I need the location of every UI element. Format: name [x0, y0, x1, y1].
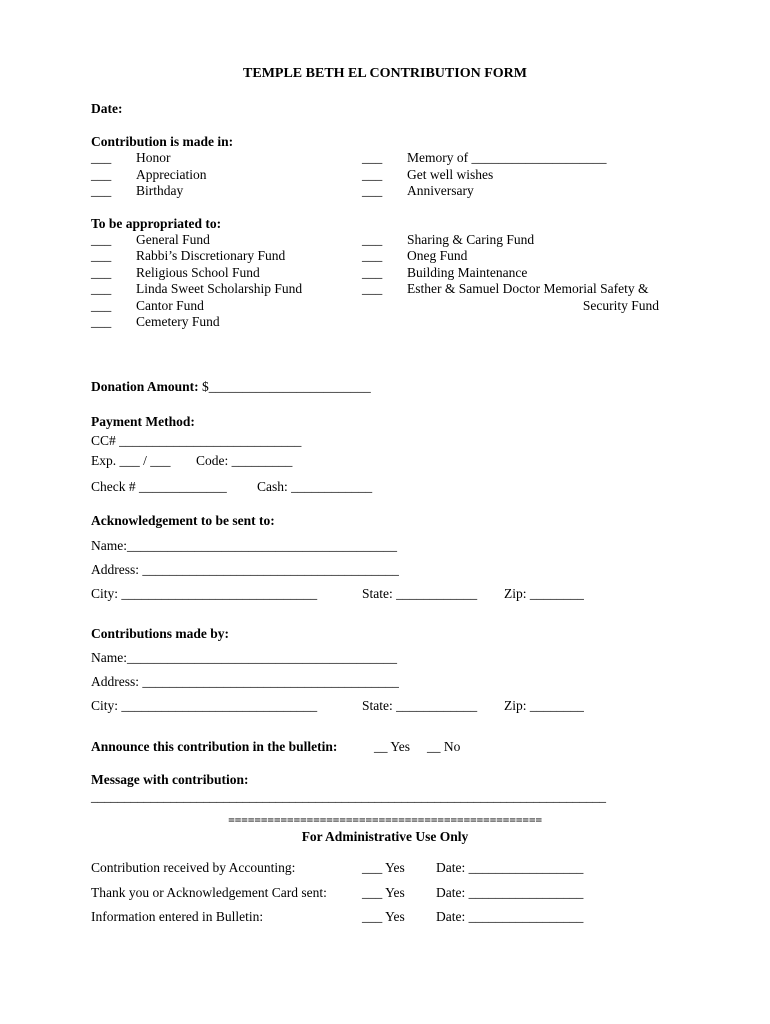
fund-option: Sharing & Caring Fund [407, 232, 535, 247]
admin-row-label: Information entered in Bulletin: [91, 909, 264, 924]
admin-row-label: Contribution received by Accounting: [91, 860, 296, 875]
contribution-in-option: Anniversary [407, 183, 474, 198]
contribution-in-option: Get well wishes [407, 167, 494, 182]
fund-option: Cantor Fund [136, 298, 204, 313]
bulletin-question: Announce this contribution in the bulletin: [91, 739, 338, 754]
payment-heading: Payment Method: [91, 414, 195, 429]
admin-row-date[interactable]: Date: _________________ [436, 885, 584, 900]
admin-separator: ================================================ [228, 813, 542, 827]
fund-blank[interactable]: ___ [91, 248, 112, 263]
fund-blank[interactable]: ___ [362, 248, 383, 263]
fund-blank[interactable]: ___ [91, 298, 112, 313]
contribution-in-blank[interactable]: ___ [362, 183, 383, 198]
contribution-in-blank[interactable]: ___ [91, 183, 112, 198]
ack-zip-field[interactable]: Zip: ________ [504, 586, 584, 601]
admin-heading: For Administrative Use Only [301, 829, 469, 844]
page-title: TEMPLE BETH EL CONTRIBUTION FORM [243, 66, 527, 81]
fund-blank[interactable]: ___ [91, 314, 112, 329]
by-city-field[interactable]: City: _____________________________ [91, 698, 318, 713]
ack-name-field[interactable]: Name:________________________________________ [91, 538, 397, 553]
fund-option: General Fund [136, 232, 210, 247]
fund-blank[interactable]: ___ [362, 265, 383, 280]
by-address-field[interactable]: Address: ______________________________________ [91, 674, 399, 689]
admin-row-date[interactable]: Date: _________________ [436, 860, 584, 875]
cc-field[interactable]: CC# ___________________________ [91, 433, 302, 448]
acknowledgement-heading: Acknowledgement to be sent to: [91, 513, 275, 528]
fund-option: Cemetery Fund [136, 314, 220, 329]
exp-field[interactable]: Exp. ___ / ___ [91, 453, 171, 468]
bulletin-yes-option[interactable]: __ Yes [374, 739, 411, 754]
by-name-field[interactable]: Name:________________________________________ [91, 650, 397, 665]
contribution-in-blank[interactable]: ___ [91, 150, 112, 165]
message-heading: Message with contribution: [91, 772, 249, 787]
check-field[interactable]: Check # _____________ [91, 479, 227, 494]
contribution-in-option: Memory of ____________________ [407, 150, 607, 165]
contribution-in-option: Birthday [136, 183, 184, 198]
ack-state-field[interactable]: State: ____________ [362, 586, 478, 601]
fund-option: Oneg Fund [407, 248, 468, 263]
donation-amount[interactable] [91, 379, 371, 395]
date-label: Date: [91, 101, 123, 116]
appropriated-heading: To be appropriated to: [91, 216, 222, 231]
contribution-in-blank[interactable]: ___ [91, 167, 112, 182]
bulletin-no-option[interactable]: __ No [427, 739, 461, 754]
donation-label: Donation Amount: [91, 379, 199, 394]
fund-blank[interactable]: ___ [91, 232, 112, 247]
admin-row-yes[interactable]: ___ Yes [362, 860, 405, 875]
contribution-in-blank[interactable]: ___ [362, 150, 383, 165]
fund-option: Building Maintenance [407, 265, 528, 280]
contribution-in-blank[interactable]: ___ [362, 167, 383, 182]
made-by-heading: Contributions made by: [91, 626, 230, 641]
cash-field[interactable]: Cash: ____________ [257, 479, 373, 494]
contribution-in-option: Honor [136, 150, 171, 165]
by-state-field[interactable]: State: ____________ [362, 698, 478, 713]
fund-option: Rabbi’s Discretionary Fund [136, 248, 286, 263]
fund-blank[interactable]: ___ [91, 265, 112, 280]
message-line[interactable]: ______________________________________________________________________________ [91, 789, 606, 804]
code-field[interactable]: Code: _________ [196, 453, 293, 468]
fund-option: Linda Sweet Scholarship Fund [136, 281, 303, 296]
by-zip-field[interactable]: Zip: ________ [504, 698, 584, 713]
ack-city-field[interactable]: City: _____________________________ [91, 586, 318, 601]
admin-row-yes[interactable]: ___ Yes [362, 885, 405, 900]
contribution-in-option: Appreciation [136, 167, 207, 182]
admin-row-yes[interactable]: ___ Yes [362, 909, 405, 924]
admin-row-label: Thank you or Acknowledgement Card sent: [91, 885, 327, 900]
fund-blank[interactable]: ___ [91, 281, 112, 296]
fund-option: Religious School Fund [136, 265, 260, 280]
ack-address-field[interactable]: Address: ______________________________________ [91, 562, 399, 577]
fund-option-continued: Security Fund [582, 298, 659, 313]
donation-field[interactable]: $________________________ [198, 379, 371, 394]
admin-row-date[interactable]: Date: _________________ [436, 909, 584, 924]
fund-blank[interactable]: ___ [362, 281, 383, 296]
fund-blank[interactable]: ___ [362, 232, 383, 247]
contribution-in-heading: Contribution is made in: [91, 134, 234, 149]
fund-option: Esther & Samuel Doctor Memorial Safety & [407, 281, 649, 296]
